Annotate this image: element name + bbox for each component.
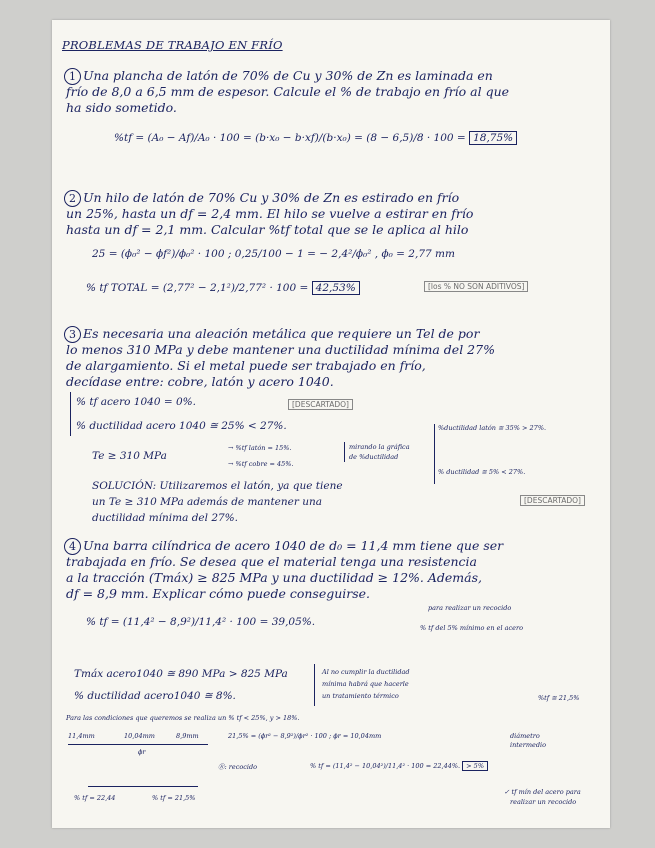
closing-note-1: ✓ tf mín del acero para: [504, 788, 581, 796]
copper-cold-work: → %tf cobre = 45%.: [228, 460, 294, 468]
problem-number-badge: 4: [64, 538, 81, 555]
problem-1-result: 18,75%: [469, 131, 517, 145]
diameter-final: 8,9mm: [176, 732, 199, 740]
problem-4-statement-line-4: df = 8,9 mm. Explicar cómo puede conseguirse.: [66, 586, 371, 601]
problem-number-badge: 2: [64, 190, 81, 207]
copper-ductility: % ductilidad ≅ 5% < 27%.: [438, 468, 526, 476]
side-note-2: % tf del 5% mínimo en el acero: [420, 624, 523, 632]
problem-4-tensile: Tmáx acero1040 ≅ 890 MPa > 825 MPa: [74, 668, 288, 680]
problem-4-statement-line-2: trabajada en frío. Se desea que el material tenga una resistencia: [66, 554, 477, 569]
problem-3-statement-line-3: de alargamiento. Si el metal puede ser trabajado en frío,: [66, 358, 426, 373]
side-note-1: para realizar un recocido: [428, 604, 512, 612]
problem-4-conditions: Para las condiciones que queremos se realiza un % tf < 25%, y > 18%.: [66, 714, 300, 722]
page-title: PROBLEMAS DE TRABAJO EN FRÍO: [62, 38, 283, 52]
diameter-intermediate: 10,04mm: [124, 732, 155, 740]
notebook-page: [52, 20, 610, 828]
discarded-note: [DESCARTADO]: [288, 400, 353, 409]
problem-2-note: [los % NO SON ADITIVOS]: [424, 282, 528, 291]
problem-1-statement-line-1: 1 Una plancha de latón de 70% de Cu y 30% de Zn es laminada en: [64, 68, 493, 85]
problem-4-statement-line-1: 4 Una barra cilíndrica de acero 1040 de d₀ = 11,4 mm tiene que ser: [64, 538, 503, 555]
problem-2-statement-line-1: 2 Un hilo de latón de 70% Cu y 30% de Zn es estirado en frío: [64, 190, 459, 207]
problem-2-statement-line-3: hasta un df = 2,1 mm. Calcular %tf total que se le aplica al hilo: [66, 222, 469, 237]
problem-2-equation-1: 25 = (ϕ₀² − ϕf²)/ϕ₀² · 100 ; 0,25/100 − 1 = − 2,4²/ϕ₀² , ϕ₀ = 2,77 mm: [92, 248, 455, 260]
stage-cold-work-2: % tf = 21,5%: [152, 794, 196, 802]
problem-3-solution-line-3: ductilidad mínima del 27%.: [92, 512, 238, 524]
graph-note: mirando la gráfica de %ductilidad: [344, 442, 413, 462]
bracket-right: [434, 424, 435, 484]
problem-1-statement-line-3: ha sido sometido.: [66, 100, 177, 115]
bracket-mid: [314, 664, 315, 706]
problem-3-yield-requirement: Te ≥ 310 MPa: [92, 450, 167, 462]
phi-r-label: ϕr: [138, 748, 146, 756]
final-cold-work-equation: % tf = (11,4² − 10,04²)/11,4² · 100 = 22,44%. > 5%: [310, 762, 488, 770]
brass-ductility: %ductilidad latón ≅ 35% > 27%.: [438, 424, 547, 432]
problem-4-cold-work-equation: % tf = (11,4² − 8,9²)/11,4² · 100 = 39,05%.: [86, 616, 316, 628]
intermediate-note: diámetro intermedio: [510, 732, 546, 749]
problem-3-statement-line-1: 3 Es necesaria una aleación metálica que requiere un Tel de por: [64, 326, 479, 343]
problem-number-badge: 3: [64, 326, 81, 343]
diameter-axis: [68, 744, 208, 745]
problem-4-ductility: % ductilidad acero1040 ≅ 8%.: [74, 690, 236, 702]
problem-4-statement-line-3: a la tracción (Tmáx) ≥ 825 MPa y una ductilidad ≥ 12%. Además,: [66, 570, 482, 585]
conclusion-line-2: mínima habrá que hacerle: [322, 680, 409, 688]
bracket-left: [70, 392, 71, 436]
closing-note-2: realizar un recocido: [510, 798, 577, 806]
discarded-note: [DESCARTADO]: [520, 496, 585, 505]
intermediate-diameter-equation: 21,5% = (ϕr² − 8,9²)/ϕr² · 100 ; ϕr = 10,04mm: [228, 732, 382, 740]
problem-3-solution-line-2: un Te ≥ 310 MPa además de mantener una: [92, 496, 323, 508]
stage-axis: [88, 786, 198, 787]
cold-work-note: %tf ≅ 21,5%: [538, 694, 580, 702]
stage-cold-work-1: % tf = 22,44: [74, 794, 116, 802]
conclusion-line-1: Al no cumplir la ductilidad: [322, 668, 410, 676]
problem-3-cold-work-steel: % tf acero 1040 = 0%.: [76, 396, 196, 408]
conclusion-line-3: un tratamiento térmico: [322, 692, 399, 700]
problem-1-formula: %tf = (A₀ − Af)/A₀ · 100 = (b·x₀ − b·xf)/(b·x₀) = (8 − 6,5)/8 · 100 = 18,75%: [114, 132, 517, 144]
problem-4-result: > 5%: [462, 761, 488, 771]
problem-3-statement-line-2: lo menos 310 MPa y debe mantener una ductilidad mínima del 27%: [66, 342, 495, 357]
brass-cold-work: → %tf latón = 15%.: [228, 444, 292, 452]
problem-number-badge: 1: [64, 68, 81, 85]
diameter-initial: 11,4mm: [68, 732, 95, 740]
problem-3-solution-line-1: SOLUCIÓN: Utilizaremos el latón, ya que tiene: [92, 480, 343, 492]
problem-2-equation-2: % tf TOTAL = (2,77² − 2,1²)/2,77² · 100 = 42,53%: [86, 282, 360, 294]
problem-2-result: 42,53%: [312, 281, 360, 295]
problem-1-statement-line-2: frío de 8,0 a 6,5 mm de espesor. Calcule el % de trabajo en frío al que: [66, 84, 510, 99]
problem-2-statement-line-2: un 25%, hasta un df = 2,4 mm. El hilo se vuelve a estirar en frío: [66, 206, 474, 221]
annealing-legend: Ⓡ: recocido: [218, 763, 258, 771]
problem-3-statement-line-4: decídase entre: cobre, latón y acero 1040.: [66, 374, 334, 389]
problem-3-ductility-steel: % ductilidad acero 1040 ≅ 25% < 27%.: [76, 420, 287, 432]
